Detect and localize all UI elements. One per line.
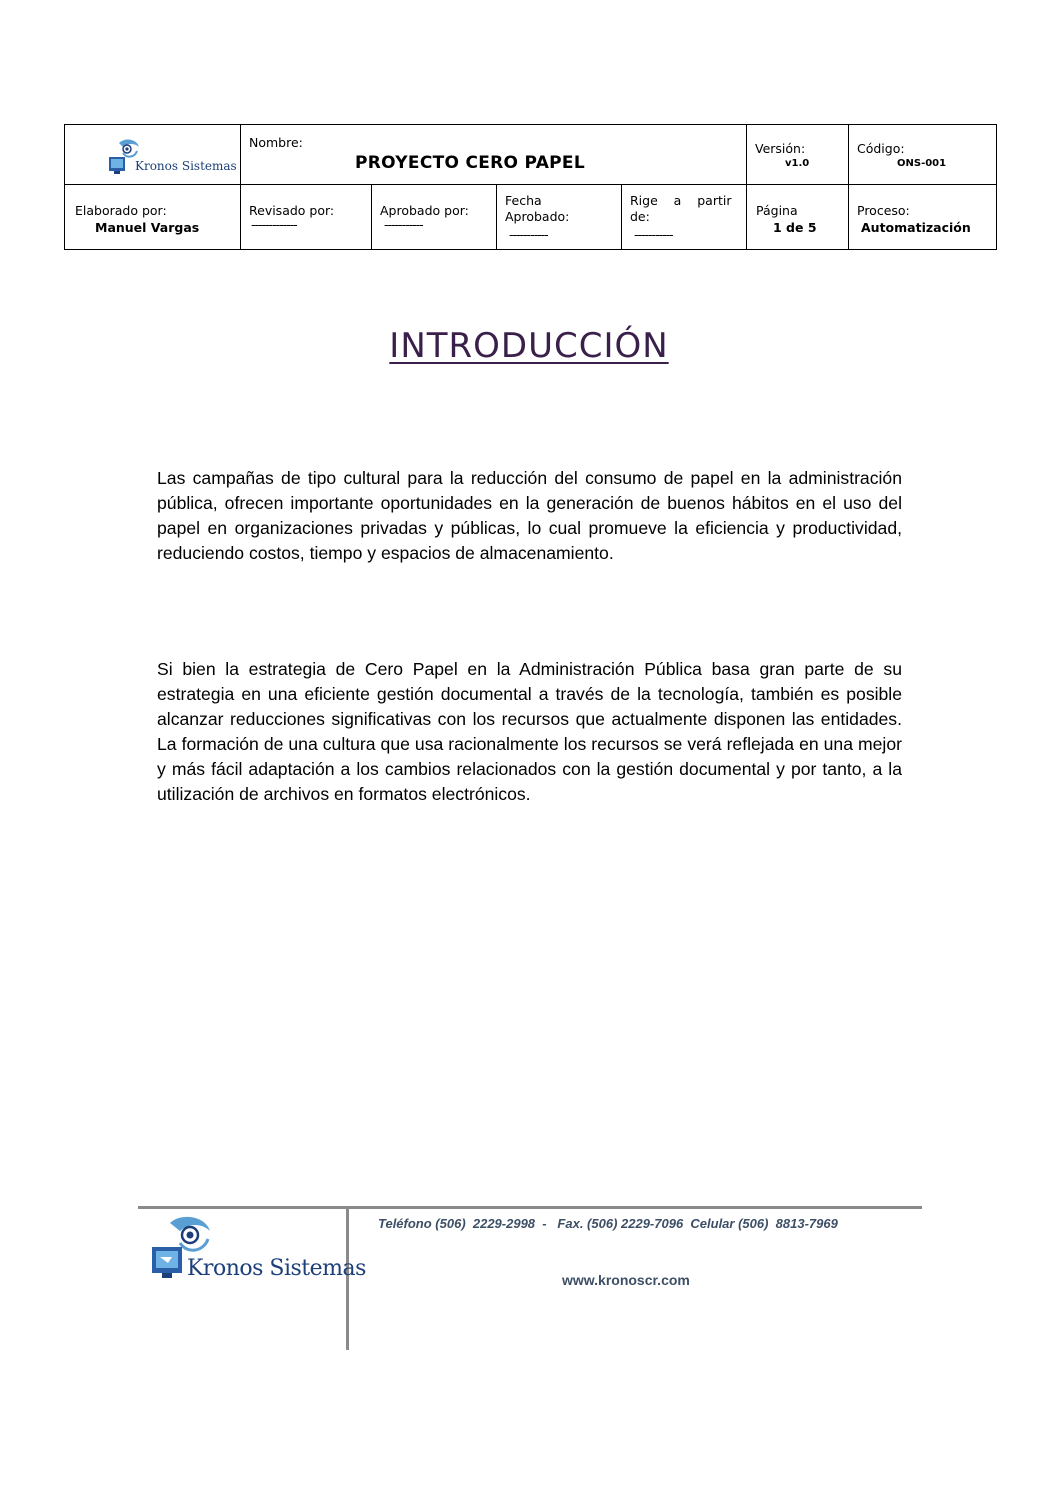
- aprobado-cell: [372, 185, 497, 250]
- elaborado-value: Manuel Vargas: [95, 220, 200, 235]
- document-header-table: [64, 124, 997, 250]
- codigo-label: Código:: [857, 141, 905, 156]
- rige-label-line2: de:: [630, 209, 650, 224]
- codigo-value: ONS-001: [897, 158, 947, 169]
- fecha-value: -----------: [509, 227, 548, 242]
- aprobado-label: Aprobado por:: [380, 203, 469, 218]
- fecha-label-line1: Fecha: [505, 193, 542, 208]
- version-value: v1.0: [785, 158, 810, 169]
- pagina-value: 1 de 5: [773, 220, 817, 235]
- version-cell: [747, 125, 849, 185]
- footer-contact: Teléfono (506) 2229-2998 - Fax. (506) 2229-7096 Celular (506) 8813-7969: [378, 1216, 838, 1231]
- nombre-label: Nombre:: [249, 135, 303, 150]
- nombre-cell: [241, 125, 747, 185]
- footer-website-link[interactable]: www.kronoscr.com: [562, 1272, 690, 1288]
- rige-cell: [622, 185, 747, 250]
- revisado-cell: [241, 185, 372, 250]
- footer-horizontal-rule: [138, 1206, 922, 1209]
- pagina-label: Página: [756, 203, 798, 218]
- proceso-label: Proceso:: [857, 203, 910, 218]
- proceso-value: Automatización: [861, 220, 971, 235]
- footer-kronos-logo: [150, 1213, 366, 1288]
- heading-text: INTRODUCCIÓN: [389, 326, 669, 366]
- rige-value: -----------: [634, 227, 673, 242]
- document-title: PROYECTO CERO PAPEL: [355, 153, 585, 173]
- fecha-cell: [497, 185, 622, 250]
- pagina-cell: [747, 185, 849, 250]
- revisado-label: Revisado por:: [249, 203, 335, 218]
- revisado-value: -------------: [251, 217, 297, 232]
- logo-text: Kronos Sistemas: [135, 159, 237, 173]
- rige-label-line1: Rige a partir: [630, 193, 732, 208]
- header-logo-cell: [65, 125, 241, 185]
- paragraph-2: Si bien la estrategia de Cero Papel en la Administración Pública basa gran parte de su estrategia en una eficiente gestión documental a través de la tecnología, también es posible alcanzar reducciones significativas con los recursos que actualmente disponen las entidades. La formación de una cultura que usa racionalmente los recursos se verá reflejada en una mejor y más fácil adaptación a los cambios relacionados con la gestión documental y por tanto, a la utilización de archivos en formatos electrónicos.: [157, 659, 902, 804]
- aprobado-value: -----------: [384, 217, 423, 232]
- footer-logo-text: Kronos Sistemas: [187, 1256, 366, 1281]
- elaborado-label: Elaborado por:: [75, 203, 167, 218]
- proceso-cell: [849, 185, 997, 250]
- codigo-cell: [849, 125, 997, 185]
- section-heading: [0, 326, 1058, 366]
- version-label: Versión:: [755, 141, 806, 156]
- kronos-logo: [105, 137, 237, 175]
- paragraph-1: Las campañas de tipo cultural para la reducción del consumo de papel en la administración pública, ofrecen importante oportunidades en la generación de buenos hábitos en el uso del papel en organizaciones privadas y públicas, lo cual promueve la eficiencia y productividad, reduciendo costos, tiempo y espacios de almacenamiento.: [157, 468, 902, 563]
- elaborado-cell: [65, 185, 241, 250]
- fecha-label-line2: Aprobado:: [505, 209, 570, 224]
